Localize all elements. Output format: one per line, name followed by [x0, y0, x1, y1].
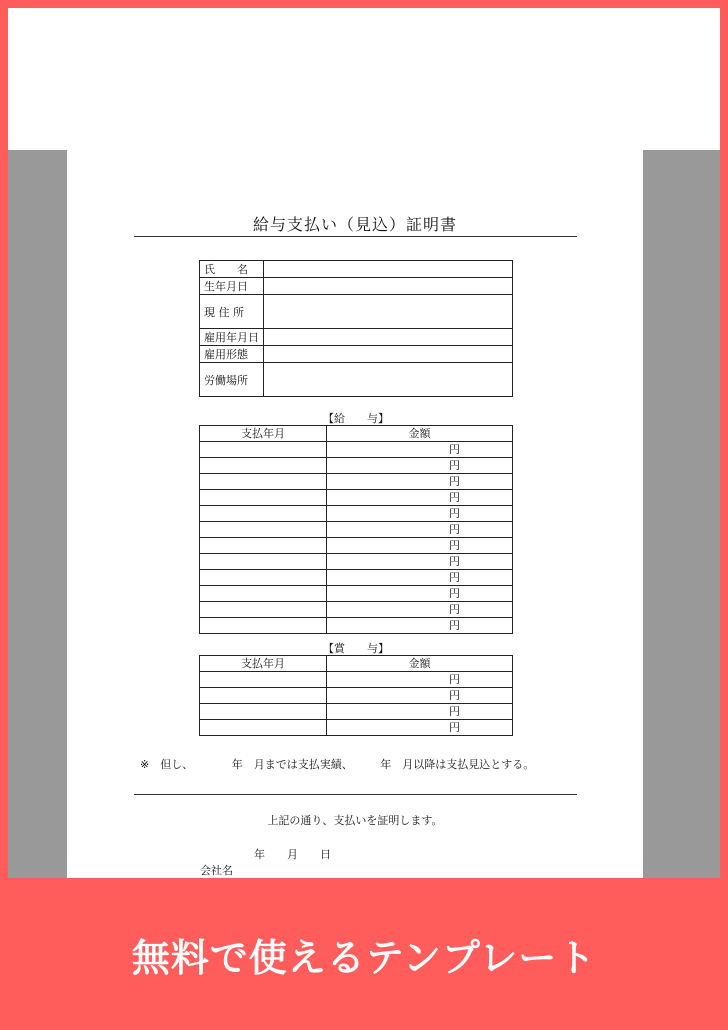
company-label: 会社名 — [200, 864, 233, 877]
document-page — [67, 150, 643, 878]
table-row: 円 — [200, 704, 513, 720]
table-row: 円 — [200, 538, 513, 554]
value-birthdate — [264, 278, 513, 295]
table-row: 円 — [200, 672, 513, 688]
label-address: 現 住 所 — [200, 295, 264, 329]
value-hire-date — [264, 329, 513, 346]
value-workplace — [264, 363, 513, 397]
period-note: ※ 但し、 年 月までは支払実績、 年 月以降は支払見込とする。 — [140, 758, 535, 771]
label-hire-date: 雇用年月日 — [200, 329, 264, 346]
table-row: 円 — [200, 474, 513, 490]
table-row: 円 — [200, 522, 513, 538]
salary-table — [199, 425, 513, 634]
label-name: 氏 名 — [200, 261, 264, 278]
label-employment-type: 雇用形態 — [200, 346, 264, 363]
table-row: 円 — [200, 586, 513, 602]
document-title: 給与支払い（見込）証明書 — [252, 215, 457, 234]
table-row: 円 — [200, 442, 513, 458]
label-workplace: 労働場所 — [200, 363, 264, 397]
divider — [134, 794, 577, 795]
value-employment-type — [264, 346, 513, 363]
table-row: 円 — [200, 720, 513, 736]
value-name — [264, 261, 513, 278]
bonus-col-amount: 金額 — [327, 656, 513, 672]
date-line: 年 月 日 — [254, 848, 331, 861]
top-whitespace — [8, 8, 720, 150]
personal-info-table — [199, 260, 513, 397]
bonus-section-heading: 【賞 与】 — [323, 642, 389, 655]
table-row: 円 — [200, 618, 513, 634]
title-underline — [134, 236, 577, 237]
bonus-col-period: 支払年月 — [200, 656, 327, 672]
table-row: 円 — [200, 490, 513, 506]
table-row: 円 — [200, 458, 513, 474]
salary-col-period: 支払年月 — [200, 426, 327, 442]
label-birthdate: 生年月日 — [200, 278, 264, 295]
value-address — [264, 295, 513, 329]
table-row: 円 — [200, 554, 513, 570]
table-row: 円 — [200, 570, 513, 586]
banner-text: 無料で使えるテンプレート — [131, 936, 597, 980]
table-row: 円 — [200, 688, 513, 704]
certification-text: 上記の通り、支払いを証明します。 — [267, 814, 443, 827]
table-row: 円 — [200, 506, 513, 522]
salary-section-heading: 【給 与】 — [323, 412, 389, 425]
salary-col-amount: 金額 — [327, 426, 513, 442]
table-row: 円 — [200, 602, 513, 618]
bonus-table — [199, 655, 513, 736]
